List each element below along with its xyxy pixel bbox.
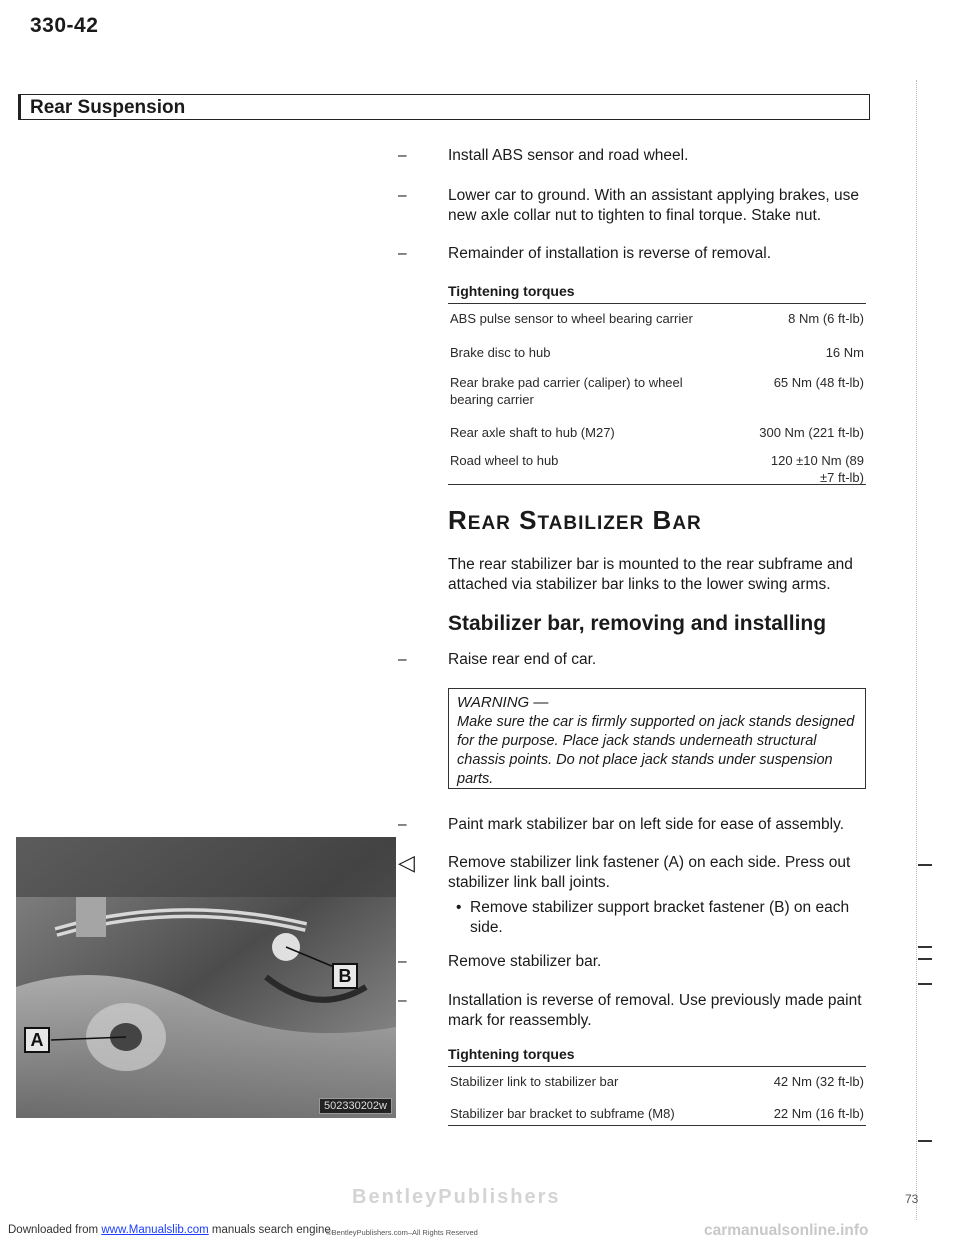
torque-value: 8 Nm (6 ft-lb) [788,311,864,326]
image-id-label: 502330202w [319,1098,392,1114]
heading-cap: R [448,505,468,535]
torque-value: 42 Nm (32 ft-lb) [773,1074,864,1089]
stabilizer-intro: The rear stabilizer bar is mounted to the rear subframe and attached via stabilizer bar links to the lower swing arms. [448,556,853,593]
step-text: Remove stabilizer link fastener (A) on each side. Press out stabilizer link ball joints. [448,854,851,891]
warning-text: Make sure the car is firmly supported on jack stands designed for the purpose. Place jack stands underneath structural chassis points. Do not place jack stands under suspension parts. [457,714,855,787]
heading-cap: B [652,505,673,535]
step-text: Install ABS sensor and road wheel. [448,147,689,164]
torque-item: Stabilizer bar bracket to subframe (M8) [450,1106,675,1121]
torque-table-title: Tightening torques [448,283,575,299]
page-number: 330-42 [30,14,99,37]
step-text: Remove stabilizer support bracket fastener (B) on each side. [470,899,850,936]
section-heading-rear-stabilizer-bar [448,505,702,536]
heading-smallcaps: AR [672,513,702,534]
torque-value: 16 Nm [825,345,864,360]
step-text: Raise rear end of car. [448,651,597,668]
manualslib-link[interactable]: www.Manualslib.com [101,1224,209,1236]
heading-smallcaps: TABILIZER [537,513,645,534]
torque-item: Rear axle shaft to hub (M27) [450,425,615,440]
warning-box [448,688,866,789]
callout-b: B [332,963,358,989]
warning-title: WARNING — [457,694,549,711]
heading-cap: S [519,505,538,535]
download-footer [8,1224,331,1236]
table-row [448,310,866,340]
section-title: Rear Suspension [30,97,186,118]
step-text: Installation is reverse of removal. Use previously made paint mark for reassembly. [448,992,862,1029]
footer-prefix: Downloaded from [8,1224,102,1236]
torque-table-1 [448,303,866,485]
torque-item: ABS pulse sensor to wheel bearing carrier [450,311,693,326]
step-dash: – [398,953,407,970]
step-dash: – [398,187,407,204]
step-dash: – [398,816,407,833]
footer-suffix: manuals search engine [208,1224,331,1236]
step-text: Remainder of installation is reverse of removal. [448,245,772,262]
torque-item: Road wheel to hub [450,453,559,468]
torque-item: Brake disc to hub [450,345,551,360]
margin-tick [918,946,932,948]
step-dash: – [398,992,407,1009]
torque-table-title: Tightening torques [448,1046,575,1062]
page-mark: 73 [905,1192,919,1206]
torque-value: 65 Nm (48 ft-lb) [773,375,864,390]
bullet-icon: • [456,899,462,916]
table-row [448,344,866,370]
table-row [448,452,866,492]
step-text: Remove stabilizer bar. [448,953,602,970]
step-dash: – [398,245,407,262]
step-text: Paint mark stabilizer bar on left side for ease of assembly. [448,816,844,833]
margin-tick [918,1140,932,1142]
heading-smallcaps: EAR [467,513,511,534]
torque-table-2 [448,1066,866,1126]
footer-site-name: carmanualsonline.info [704,1222,869,1239]
margin-trim-line [916,80,918,1220]
margin-tick [918,958,932,960]
margin-tick [918,864,932,866]
table-row [448,374,866,422]
table-row [448,1105,866,1129]
step-dash: – [398,147,407,164]
table-row [448,424,866,450]
copyright-notice: ©BentleyPublishers.com–All Rights Reserved [326,1228,478,1237]
publisher-watermark: BentleyPublishers [352,1186,561,1208]
torque-value: 300 Nm (221 ft-lb) [759,425,864,440]
step-dash: – [398,651,407,668]
torque-value: 120 ±10 Nm (89 ±7 ft-lb) [770,453,864,485]
step-text: Lower car to ground. With an assistant applying brakes, use new axle collar nut to tighten to final torque. Stake nut. [448,187,859,224]
table-row [448,1073,866,1101]
stabilizer-photo [16,837,396,1118]
section-header-box [18,94,870,120]
torque-item: Stabilizer link to stabilizer bar [450,1074,619,1089]
margin-tick [918,983,932,985]
left-arrow-icon: ◁ [398,850,415,875]
procedure-title: Stabilizer bar, removing and installing [448,612,827,635]
callout-a: A [24,1027,50,1053]
torque-value: 22 Nm (16 ft-lb) [773,1106,864,1121]
torque-item: Rear brake pad carrier (caliper) to wheel bearing carrier [450,375,683,407]
